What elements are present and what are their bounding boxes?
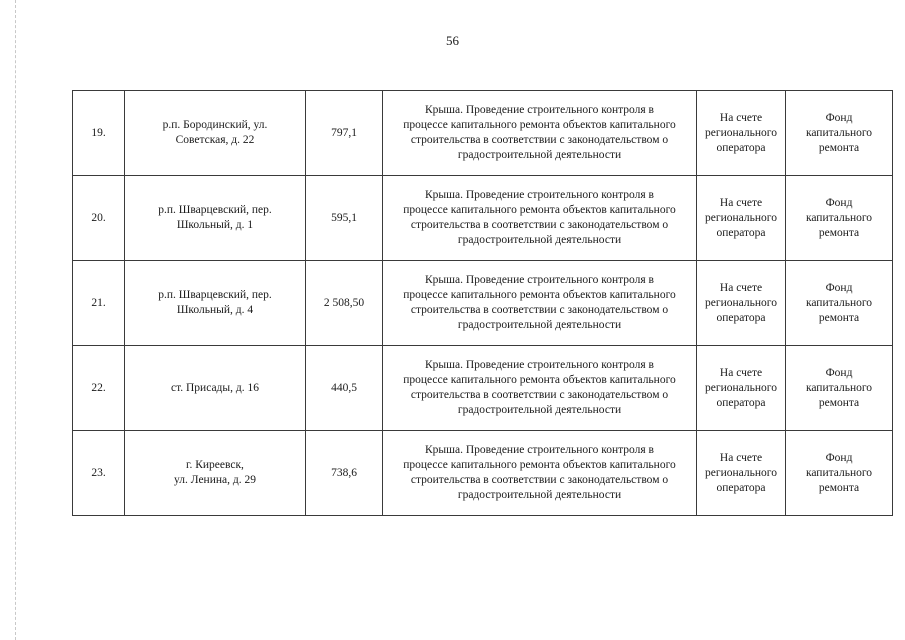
funding-source-cell: Фонд капитального ремонта xyxy=(786,91,893,176)
account-method-cell: На счете регионального оператора xyxy=(697,176,786,261)
binding-margin-line xyxy=(15,0,16,640)
row-number-cell: 22. xyxy=(73,346,125,431)
address-cell: ст. Присады, д. 16 xyxy=(125,346,306,431)
row-number-cell: 19. xyxy=(73,91,125,176)
repair-works-table xyxy=(72,90,893,516)
account-method-cell: На счете регионального оператора xyxy=(697,91,786,176)
work-description-cell: Крыша. Проведение строительного контроля в процессе капитального ремонта объектов капитального строительства в соответствии с законодательством о градостроительной деятельности xyxy=(383,176,697,261)
address-cell: р.п. Бородинский, ул. Советская, д. 22 xyxy=(125,91,306,176)
address-cell: р.п. Шварцевский, пер. Школьный, д. 1 xyxy=(125,176,306,261)
row-number-cell: 20. xyxy=(73,176,125,261)
work-description-cell: Крыша. Проведение строительного контроля в процессе капитального ремонта объектов капитального строительства в соответствии с законодательством о градостроительной деятельности xyxy=(383,91,697,176)
work-description-cell: Крыша. Проведение строительного контроля в процессе капитального ремонта объектов капитального строительства в соответствии с законодательством о градостроительной деятельности xyxy=(383,261,697,346)
address-cell: г. Киреевск, ул. Ленина, д. 29 xyxy=(125,431,306,516)
row-number-cell: 21. xyxy=(73,261,125,346)
funding-source-cell: Фонд капитального ремонта xyxy=(786,176,893,261)
area-cell: 595,1 xyxy=(306,176,383,261)
table-row xyxy=(73,346,893,431)
work-description-cell: Крыша. Проведение строительного контроля в процессе капитального ремонта объектов капитального строительства в соответствии с законодательством о градостроительной деятельности xyxy=(383,431,697,516)
funding-source-cell: Фонд капитального ремонта xyxy=(786,261,893,346)
work-description-cell: Крыша. Проведение строительного контроля в процессе капитального ремонта объектов капитального строительства в соответствии с законодательством о градостроительной деятельности xyxy=(383,346,697,431)
table-row xyxy=(73,431,893,516)
account-method-cell: На счете регионального оператора xyxy=(697,346,786,431)
account-method-cell: На счете регионального оператора xyxy=(697,431,786,516)
row-number-cell: 23. xyxy=(73,431,125,516)
area-cell: 738,6 xyxy=(306,431,383,516)
account-method-cell: На счете регионального оператора xyxy=(697,261,786,346)
table-row xyxy=(73,261,893,346)
area-cell: 440,5 xyxy=(306,346,383,431)
page-number: 56 xyxy=(446,33,459,48)
funding-source-cell: Фонд капитального ремонта xyxy=(786,431,893,516)
table-row xyxy=(73,176,893,261)
address-cell: р.п. Шварцевский, пер. Школьный, д. 4 xyxy=(125,261,306,346)
table-row xyxy=(73,91,893,176)
area-cell: 797,1 xyxy=(306,91,383,176)
area-cell: 2 508,50 xyxy=(306,261,383,346)
funding-source-cell: Фонд капитального ремонта xyxy=(786,346,893,431)
